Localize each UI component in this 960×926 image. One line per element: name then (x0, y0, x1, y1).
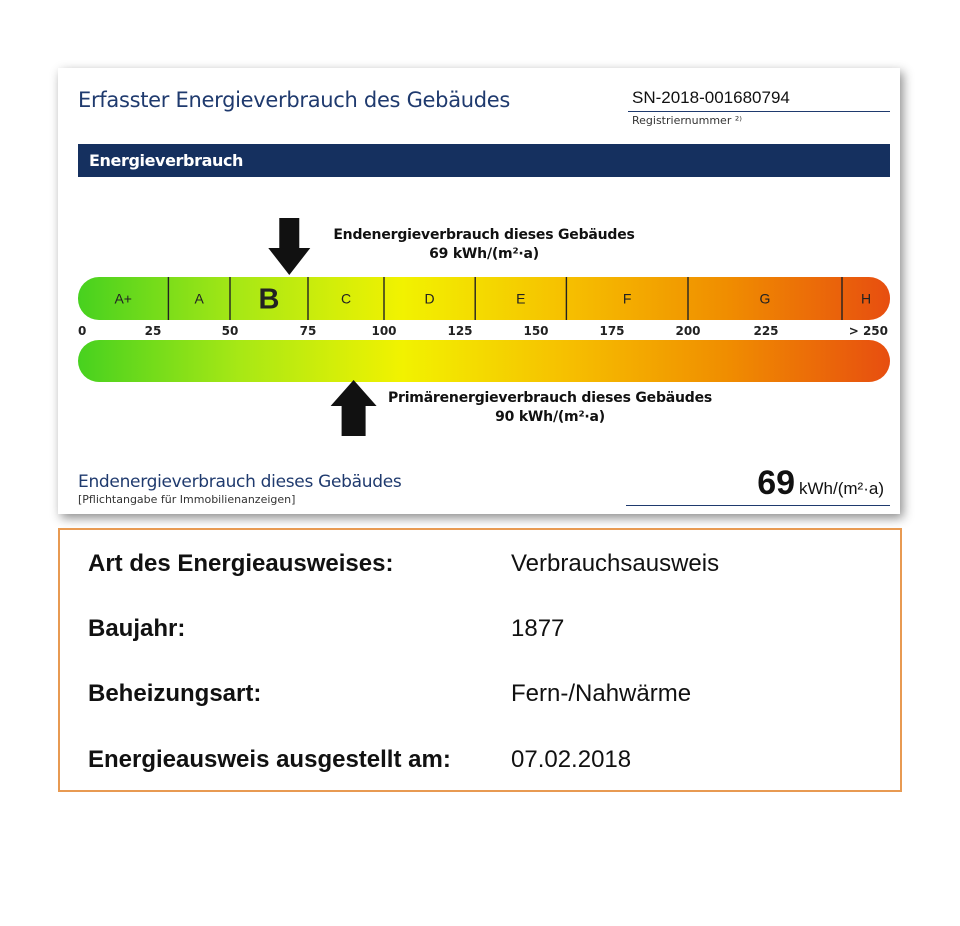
tick-label: 225 (753, 324, 779, 338)
tick-label: > 250 (848, 324, 888, 338)
footer-label: Endenergieverbrauch dieses Gebäudes (78, 472, 402, 492)
class-label-h: H (860, 290, 872, 307)
section-header-label: Energieverbrauch (89, 151, 244, 170)
class-label-e: E (516, 290, 526, 307)
detail-key: Beheizungsart: (88, 680, 262, 707)
primary-energy-label: Primärenergieverbrauch dieses Gebäudes (387, 390, 713, 406)
class-label-g: G (759, 290, 771, 307)
primary-energy-value: 90 kWh/(m²·a) (495, 409, 605, 425)
detail-key: Art des Energieausweises: (88, 550, 394, 577)
detail-value: 1877 (511, 615, 565, 642)
end-energy-value: 69 kWh/(m²·a) (429, 246, 539, 262)
energy-scale (58, 68, 900, 514)
detail-key: Baujahr: (88, 615, 186, 642)
footer-unit: kWh/(m²·a) (799, 479, 884, 498)
footer-note: [Pflichtangabe für Immobilienanzeigen] (78, 493, 296, 506)
registration-number: SN-2018-001680794 (628, 88, 890, 112)
detail-value: Verbrauchsausweis (511, 550, 720, 577)
certificate-title: Erfasster Energieverbrauch des Gebäudes (78, 88, 511, 112)
tick-label: 125 (447, 324, 473, 338)
footer-value: 69 (757, 464, 796, 502)
footer-left (78, 472, 401, 506)
end-energy-label: Endenergieverbrauch dieses Gebäudes (333, 227, 635, 243)
primary-energy-arrow-icon (331, 380, 377, 436)
class-label-a-plus: A+ (114, 290, 132, 307)
class-label-b: B (258, 283, 280, 316)
detail-value: 07.02.2018 (511, 746, 632, 773)
class-label-a: A (194, 290, 204, 307)
tick-label: 25 (144, 324, 162, 338)
class-label-d: D (424, 290, 435, 307)
tick-label: 50 (221, 324, 239, 338)
tick-label: 100 (371, 324, 397, 338)
class-label-f: F (622, 290, 632, 307)
detail-key: Energieausweis ausgestellt am: (88, 746, 451, 773)
primary-scale-bar (78, 340, 890, 382)
end-energy-annotation (314, 226, 654, 264)
detail-value: Fern-/Nahwärme (511, 680, 692, 707)
registration-label: Registriernummer ²⁾ (632, 114, 742, 127)
primary-energy-annotation (374, 389, 726, 427)
class-label-c: C (340, 290, 352, 307)
tick-label: 150 (523, 324, 549, 338)
tick-label: 175 (599, 324, 625, 338)
end-energy-arrow-icon (268, 218, 310, 275)
energy-certificate-card (58, 68, 900, 514)
tick-label: 0 (78, 324, 87, 338)
tick-label: 75 (299, 324, 317, 338)
tick-label: 200 (675, 324, 701, 338)
footer-value-box (626, 464, 890, 506)
certificate-details-box (58, 528, 902, 792)
